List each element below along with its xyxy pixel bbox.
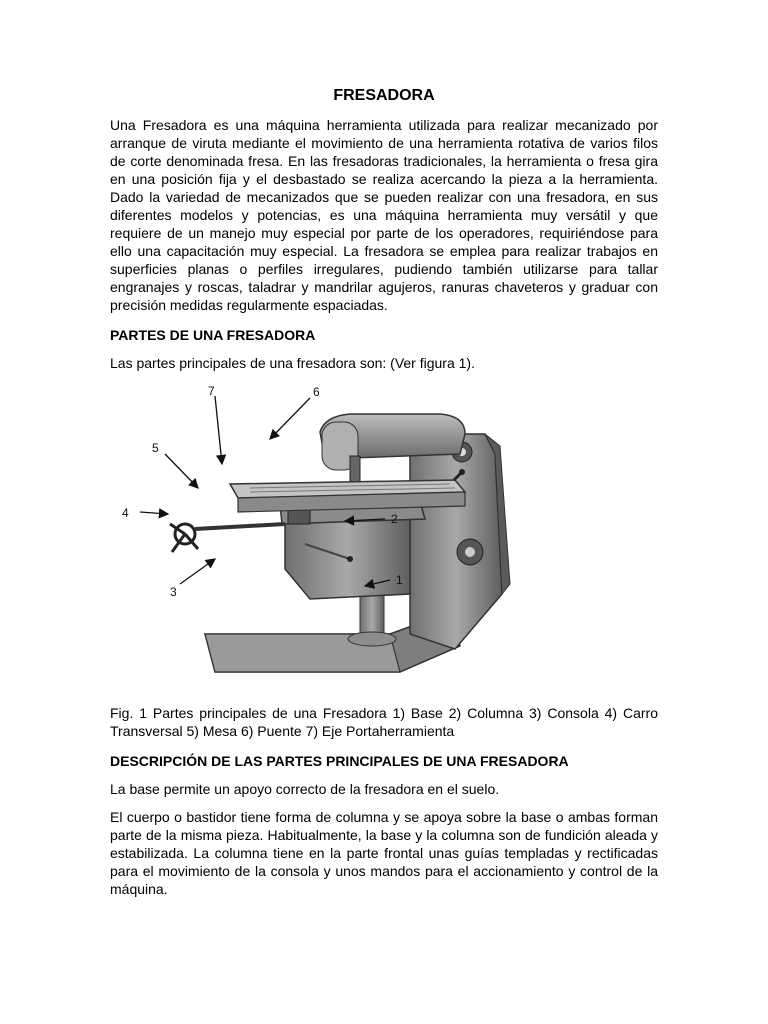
intro-paragraph: Una Fresadora es una máquina herramienta utilizada para realizar mecanizado por arranque de viruta mediante el movimiento de una herramienta rotativa de varios filos de corte denominada fresa. En las fresadoras tradicionales, la herramienta o fresa gira en una posición fija y el desbastado se realiza acercando la pieza a la herramienta. Dado la variedad de mecanizados que se pueden realizar con una fresadora, en sus diferentes modelos y potencias, es una máquina herramienta muy versátil y que requiere de un manejo muy especial por parte de los operadores, requiriéndose para ello una capacitación muy especial. La fresadora se emplea para realizar trabajos en superficies planas o perfiles irregulares, pudiendo también utilizarse para tallar engranajes y roscas, taladrar y mandrilar agujeros, ranuras chaveteros y graduar con precisión medidas regularmente espaciadas. bbox=[110, 117, 658, 313]
base-description: La base permite un apoyo correcto de la fresadora en el suelo. bbox=[110, 781, 500, 797]
milling-machine-figure bbox=[110, 384, 658, 694]
callout-label-4: 4 bbox=[122, 506, 129, 520]
figure-caption: Fig. 1 Partes principales de una Fresadora 1) Base 2) Columna 3) Consola 4) Carro Transversal 5) Mesa 6) Puente 7) Eje Portaherramienta bbox=[110, 705, 658, 739]
document-title: FRESADORA bbox=[333, 87, 435, 104]
milling-machine-illustration bbox=[110, 384, 658, 694]
column-description: El cuerpo o bastidor tiene forma de columna y se apoya sobre la base o ambas forman parte de la misma pieza. Habitualmente, la base y la columna son de fundición aleada y estabilizada. La columna tiene en la parte frontal unas guías templadas y rectificadas para el movimiento de la consola y unos mandos para el accionamiento y control de la máquina. bbox=[110, 809, 658, 897]
crank-handle bbox=[170, 524, 285, 552]
column-part bbox=[410, 434, 510, 649]
document-page bbox=[110, 86, 658, 908]
knee-part bbox=[285, 514, 410, 599]
callout-label-2: 2 bbox=[391, 512, 398, 526]
section-heading-description: DESCRIPCIÓN DE LAS PARTES PRINCIPALES DE UNA FRESADORA bbox=[110, 753, 569, 769]
table-part bbox=[230, 480, 465, 512]
callout-label-5: 5 bbox=[152, 441, 159, 455]
section-heading-parts: PARTES DE UNA FRESADORA bbox=[110, 327, 316, 343]
callout-label-6: 6 bbox=[313, 385, 320, 399]
callout-label-1: 1 bbox=[396, 573, 403, 587]
parts-lead-text: Las partes principales de una fresadora son: (Ver figura 1). bbox=[110, 355, 475, 371]
callout-label-7: 7 bbox=[208, 384, 215, 398]
callout-label-3: 3 bbox=[170, 585, 177, 599]
